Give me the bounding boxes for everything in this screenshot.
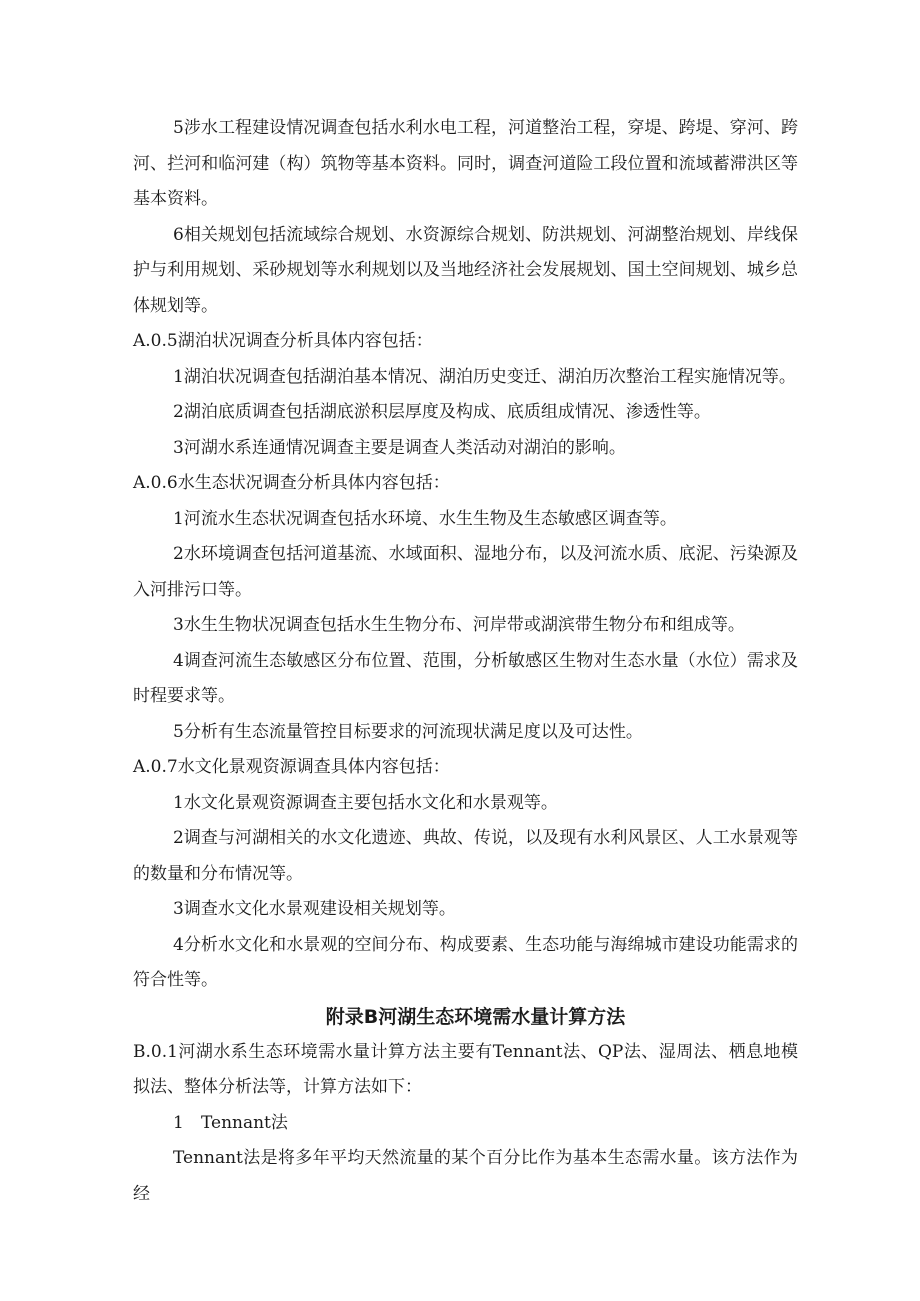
section-heading-b01: B.0.1河湖水系生态环境需水量计算方法主要有Tennant法、QP法、湿周法、栖息地模拟法、整体分析法等，计算方法如下： [133, 1041, 798, 1097]
section-heading-a05: A.0.5湖泊状况调查分析具体内容包括： [133, 331, 433, 351]
paragraph-a06-item-1: 1河流水生态状况调查包括水环境、水生生物及生态敏感区调查等。 [173, 508, 677, 529]
paragraph-a05-item-2: 2湖泊底质调查包括湖底淤积层厚度及构成、底质组成情况、渗透性等。 [173, 402, 711, 422]
section-heading-a07: A.0.7水文化景观资源调查具体内容包括： [133, 757, 450, 777]
paragraph-tennant-description: Tennant法是将多年平均天然流量的某个百分比作为基本生态需水量。该方法作为经 [133, 1148, 798, 1204]
method-label: Tennant法 [201, 1112, 288, 1133]
paragraph-a06-item-4: 4调查河流生态敏感区分布位置、范围，分析敏感区生物对生态水量（水位）需求及时程要求等。 [133, 650, 798, 706]
method-number: 1 [173, 1112, 184, 1133]
appendix-b-title: 附录B河湖生态环境需水量计算方法 [325, 1005, 626, 1028]
paragraph-a07-item-2: 2调查与河湖相关的水文化遗迹、典故、传说，以及现有水利风景区、人工水景观等的数量和分布情况等。 [133, 828, 798, 884]
paragraph-a06-item-2: 2水环境调查包括河道基流、水域面积、湿地分布，以及河流水质、底泥、污染源及入河排污口等。 [133, 544, 798, 600]
paragraph-a07-item-4: 4分析水文化和水景观的空间分布、构成要素、生态功能与海绵城市建设功能需求的符合性等。 [133, 934, 798, 990]
section-heading-a06: A.0.6水生态状况调查分析具体内容包括： [133, 473, 450, 493]
paragraph-a05-item-3: 3河湖水系连通情况调查主要是调查人类活动对湖泊的影响。 [173, 437, 626, 458]
paragraph-a06-item-5: 5分析有生态流量管控目标要求的河流现状满足度以及可达性。 [173, 721, 643, 742]
method-heading-tennant [133, 1106, 798, 1142]
paragraph-item-5: 5涉水工程建设情况调查包括水利水电工程，河道整治工程，穿堤、跨堤、穿河、跨河、拦河和临河建（构）筑物等基本资料。同时，调查河道险工段位置和流域蓄滞洪区等基本资料。 [133, 118, 798, 209]
document-body [133, 111, 798, 1212]
paragraph-item-6: 6相关规划包括流域综合规划、水资源综合规划、防洪规划、河湖整治规划、岸线保护与利用规划、采砂规划等水利规划以及当地经济社会发展规划、国土空间规划、城乡总体规划等。 [133, 224, 798, 316]
paragraph-a07-item-1: 1水文化景观资源调查主要包括水文化和水景观等。 [173, 792, 558, 813]
paragraph-a06-item-3: 3水生生物状况调查包括水生生物分布、河岸带或湖滨带生物分布和组成等。 [173, 615, 745, 635]
paragraph-a07-item-3: 3调查水文化水景观建设相关规划等。 [173, 899, 456, 919]
paragraph-a05-item-1: 1湖泊状况调查包括湖泊基本情况、湖泊历史变迁、湖泊历次整治工程实施情况等。 [173, 366, 796, 387]
